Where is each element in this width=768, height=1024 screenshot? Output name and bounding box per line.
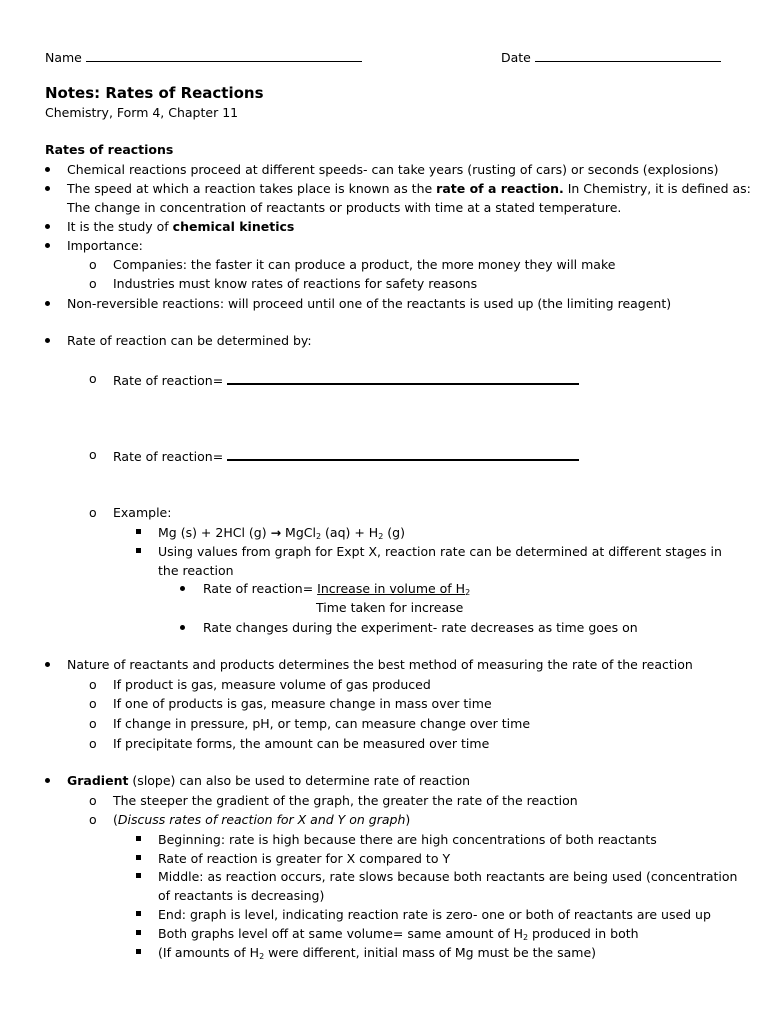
bullet-icon [45, 338, 50, 343]
circle-bullet-icon: o [89, 677, 97, 692]
arrow-right-icon: → [270, 525, 282, 540]
list-item: The speed at which a reaction takes place is known as the rate of a reaction. In Chemistry, it is defined as: [67, 181, 751, 196]
circle-bullet-icon: o [89, 371, 97, 386]
sub-list-item: If product is gas, measure volume of gas produced [113, 677, 431, 692]
rate-formula-blank-1: Rate of reaction= [113, 371, 579, 388]
square-bullet-icon [136, 873, 141, 878]
sub-list-item: (Discuss rates of reaction for X and Y on graph) [113, 812, 411, 827]
section-heading-rates: Rates of reactions [45, 142, 174, 157]
example-label: Example: [113, 505, 172, 520]
circle-bullet-icon: o [89, 716, 97, 731]
bullet-icon [45, 778, 50, 783]
list-item: Rate of reaction is greater for X compared to Y [158, 851, 451, 866]
square-bullet-icon [136, 911, 141, 916]
sub-list-item: If change in pressure, pH, or temp, can measure change over time [113, 716, 531, 731]
chemical-equation: Mg (s) + 2HCl (g) → MgCl$_2$ $(aq) + H_2$ (g) [158, 525, 405, 541]
rate-formula-blank-2: Rate of reaction= [113, 447, 579, 464]
list-item: Chemical reactions proceed at different speeds- can take years (rusting of cars) or seconds (explosions) [67, 162, 719, 177]
rate-formula: Rate of reaction= Increase in volume of $H_2$ [203, 581, 471, 597]
rate-blank-line[interactable] [227, 447, 579, 461]
list-item: Rate of reaction can be determined by: [67, 333, 312, 348]
circle-bullet-icon: o [89, 793, 97, 808]
square-bullet-icon [136, 548, 141, 553]
list-item: Non-reversible reactions: will proceed until one of the reactants is used up (the limiting reagent) [67, 296, 672, 311]
name-label: Name [45, 49, 362, 65]
circle-bullet-icon: o [89, 812, 97, 827]
circle-bullet-icon: o [89, 276, 97, 291]
page-subtitle: Chemistry, Form 4, Chapter 11 [45, 105, 239, 120]
sub-list-item: Companies: the faster it can produce a product, the more money they will make [113, 257, 616, 272]
list-item: End: graph is level, indicating reaction rate is zero- one or both of reactants are used up [158, 907, 711, 922]
bullet-icon [45, 186, 50, 191]
rate-blank-line[interactable] [227, 371, 579, 385]
list-item: (If amounts of $H_2$ were different, initial mass of Mg must be the same) [158, 945, 597, 961]
square-bullet-icon [136, 930, 141, 935]
date-label: Date [501, 49, 721, 65]
bullet-icon [45, 167, 50, 172]
square-bullet-icon [136, 855, 141, 860]
bullet-icon [45, 243, 50, 248]
sub-list-item: If one of products is gas, measure change in mass over time [113, 696, 492, 711]
name-blank-line[interactable] [86, 49, 362, 62]
circle-bullet-icon: o [89, 447, 97, 462]
sub-list-item: Industries must know rates of reactions for safety reasons [113, 276, 478, 291]
square-bullet-icon [136, 949, 141, 954]
list-item: Using values from graph for Expt X, reaction rate can be determined at different stages in [158, 544, 722, 559]
square-bullet-icon [136, 836, 141, 841]
bullet-icon [45, 224, 50, 229]
bullet-icon [180, 586, 185, 591]
list-item: Middle: as reaction occurs, rate slows because both reactants are being used (concentration [158, 869, 738, 884]
list-item: Rate changes during the experiment- rate decreases as time goes on [203, 620, 638, 635]
list-item: Beginning: rate is high because there are high concentrations of both reactants [158, 832, 657, 847]
list-item: Importance: [67, 238, 143, 253]
list-item: Both graphs level off at same volume= same amount of $H_2$ produced in both [158, 926, 639, 942]
circle-bullet-icon: o [89, 257, 97, 272]
list-item: Gradient (slope) can also be used to determine rate of reaction [67, 773, 471, 788]
date-blank-line[interactable] [535, 49, 721, 62]
circle-bullet-icon: o [89, 696, 97, 711]
list-item-continued: The change in concentration of reactants or products with time at a stated temperature. [67, 200, 622, 215]
list-item: It is the study of chemical kinetics [67, 219, 295, 234]
list-item-continued: the reaction [158, 563, 234, 578]
bullet-icon [180, 625, 185, 630]
page-title: Notes: Rates of Reactions [45, 84, 264, 102]
sub-list-item: The steeper the gradient of the graph, the greater the rate of the reaction [113, 793, 578, 808]
circle-bullet-icon: o [89, 736, 97, 751]
sub-list-item: If precipitate forms, the amount can be measured over time [113, 736, 490, 751]
bullet-icon [45, 301, 50, 306]
rate-formula-denominator: Time taken for increase [316, 600, 464, 615]
list-item-continued: of reactants is decreasing) [158, 888, 325, 903]
square-bullet-icon [136, 529, 141, 534]
bullet-icon [45, 662, 50, 667]
circle-bullet-icon: o [89, 505, 97, 520]
list-item: Nature of reactants and products determines the best method of measuring the rate of the reaction [67, 657, 693, 672]
